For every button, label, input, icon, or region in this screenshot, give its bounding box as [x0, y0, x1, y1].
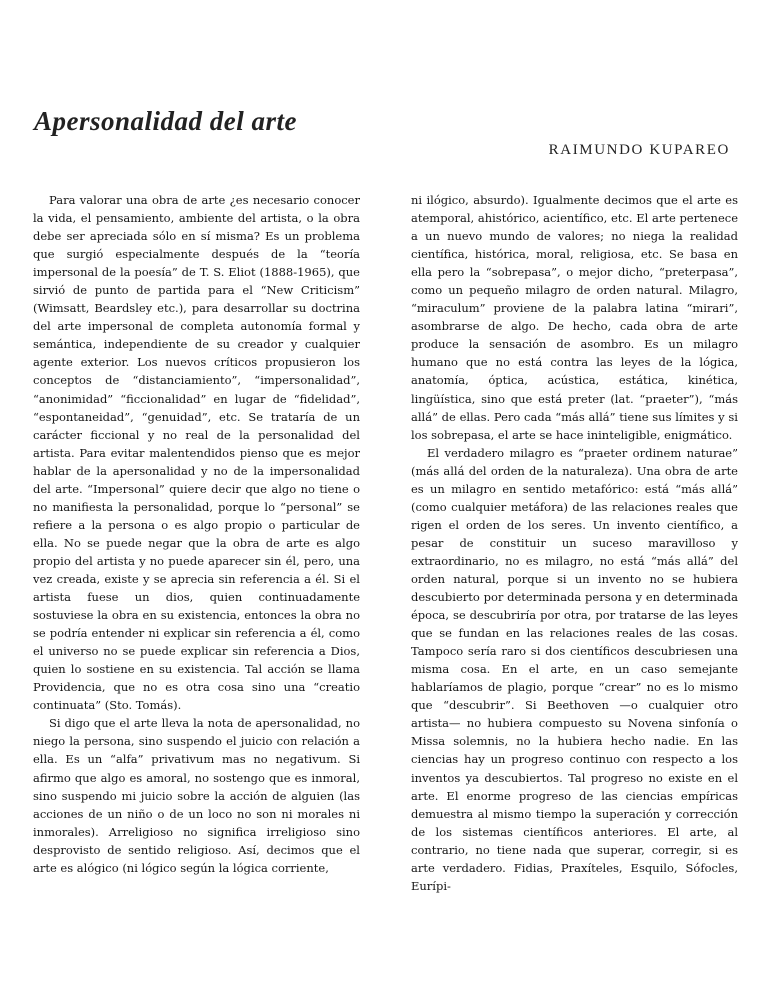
paragraph: El verdadero milagro es “praeter ordinem naturae” (más allá del orden de la naturaleza). Una obra de arte es un milagro en sentido metafórico: está “más allá” (como cualquier metáfora) de las relaciones reales que rigen el orden de los seres. Un invento científico, a pesar de constituir un suceso maravilloso y extraordinario, no es milagro, no está “más allá” del orden natural, porque si un invento no se hubiera descubierto por determinada persona y en determinada época, se descubriría por otra, por tratarse de las leyes que se fundan en las relaciones reales de las cosas. Tampoco sería raro si dos científicos descubriesen una misma cosa. En el arte, en un caso semejante hablaríamos de plagio, porque “crear” no es lo mismo que “descubrir”. Si Beethoven —o cualquier otro artista— no hubiera compuesto su Novena sinfonía o Missa solemnis, no la hubiera hecho nadie. En las ciencias hay un progreso continuo con respecto a los inventos ya descubiertos. Tal progreso no existe en el arte. El enorme progreso de las ciencias empíricas demuestra al mismo tiempo la superación y corrección de los sistemas científicos anteriores. El arte, al contrario, no tiene nada que superar, corregir, si es arte verdadero. Fidias, Praxíteles, Esquilo, Sófocles, Eurípi-: [411, 445, 738, 893]
article-title: Apersonalidad del arte: [34, 106, 298, 137]
paragraph: Para valorar una obra de arte ¿es necesario conocer la vida, el pensamiento, ambiente del artista, o la obra debe ser apreciada sólo en sí misma? Es un problema que surgió especialmente después de la “teoría impersonal de la poesía” de T. S. Eliot (1888-1965), que sirvió de punto de partida para el “New Criticism” (Wimsatt, Beardsley etc.), para desarrollar su doctrina del arte impersonal de completa autonomía formal y semántica, independiente de su creador y cualquier agente exterior. Los nuevos críticos propusieron los conceptos de “distanciamiento”, “impersonalidad”, “anonimidad” “ficcionalidad” en lugar de “fidelidad”, “espontaneidad”, “genuidad”, etc. Se trataría de un carácter ficcional y no real de la personalidad del artista. Para evitar malentendidos pienso que es mejor hablar de la apersonalidad y no de la impersonalidad del arte. “Impersonal” quiere decir que algo no tiene o no manifiesta la personalidad, porque lo “personal” se refiere a la persona o es algo propio o particular de ella. No se puede negar que la obra de arte es algo propio del artista y no puede aparecer sin él, pero, una vez creada, existe y se aprecia sin referencia a él. Si el artista fuese un dios, quien continuadamente sostuviese la obra en su existencia, entonces la obra no se podría entender ni explicar sin referencia a él, como el universo no se puede explicar sin referencia a Dios, quien lo sostiene en su existencia. Tal acción se llama Providencia, que no es otra cosa sino una “creatio continuata” (Sto. Tomás).: [33, 193, 360, 713]
text-column-right: [411, 191, 738, 986]
paragraph: Si digo que el arte lleva la nota de apersonalidad, no niego la persona, sino suspendo el juicio con relación a ella. Es un “alfa” privativum mas no negativum. Si afirmo que algo es amoral, no sostengo que es inmoral, sino suspendo mi juicio sobre la acción de alguien (las acciones de un niño o de un loco no son ni morales ni inmorales). Arreligioso no significa irreligioso sino desprovisto de sentido religioso. Así, decimos que el arte es alógico (ni lógico según la lógica corriente,: [33, 716, 360, 875]
article-author: RAIMUNDO KUPAREO: [548, 142, 730, 158]
text-column-left: [33, 191, 360, 986]
paragraph: ni ilógico, absurdo). Igualmente decimos que el arte es atemporal, ahistórico, acientífico, etc. El arte pertenece a un nuevo mundo de valores; no niega la realidad científica, histórica, moral, religiosa, etc. Se basa en ella pero la “sobrepasa”, o mejor dicho, “preterpasa”, como un pequeño milagro de orden natural. Milagro, “miraculum” proviene de la palabra latina “mirari”, asombrarse de algo. De hecho, cada obra de arte produce la sensación de asombro. Es un milagro humano que no está contra las leyes de la lógica, anatomía, óptica, acústica, estática, kinética, lingüística, sino que está preter (lat. “praeter”), “más allá” de ellas. Pero cada “más allá” tiene sus límites y si los sobrepasa, el arte se hace ininteligible, enigmático.: [411, 193, 738, 442]
